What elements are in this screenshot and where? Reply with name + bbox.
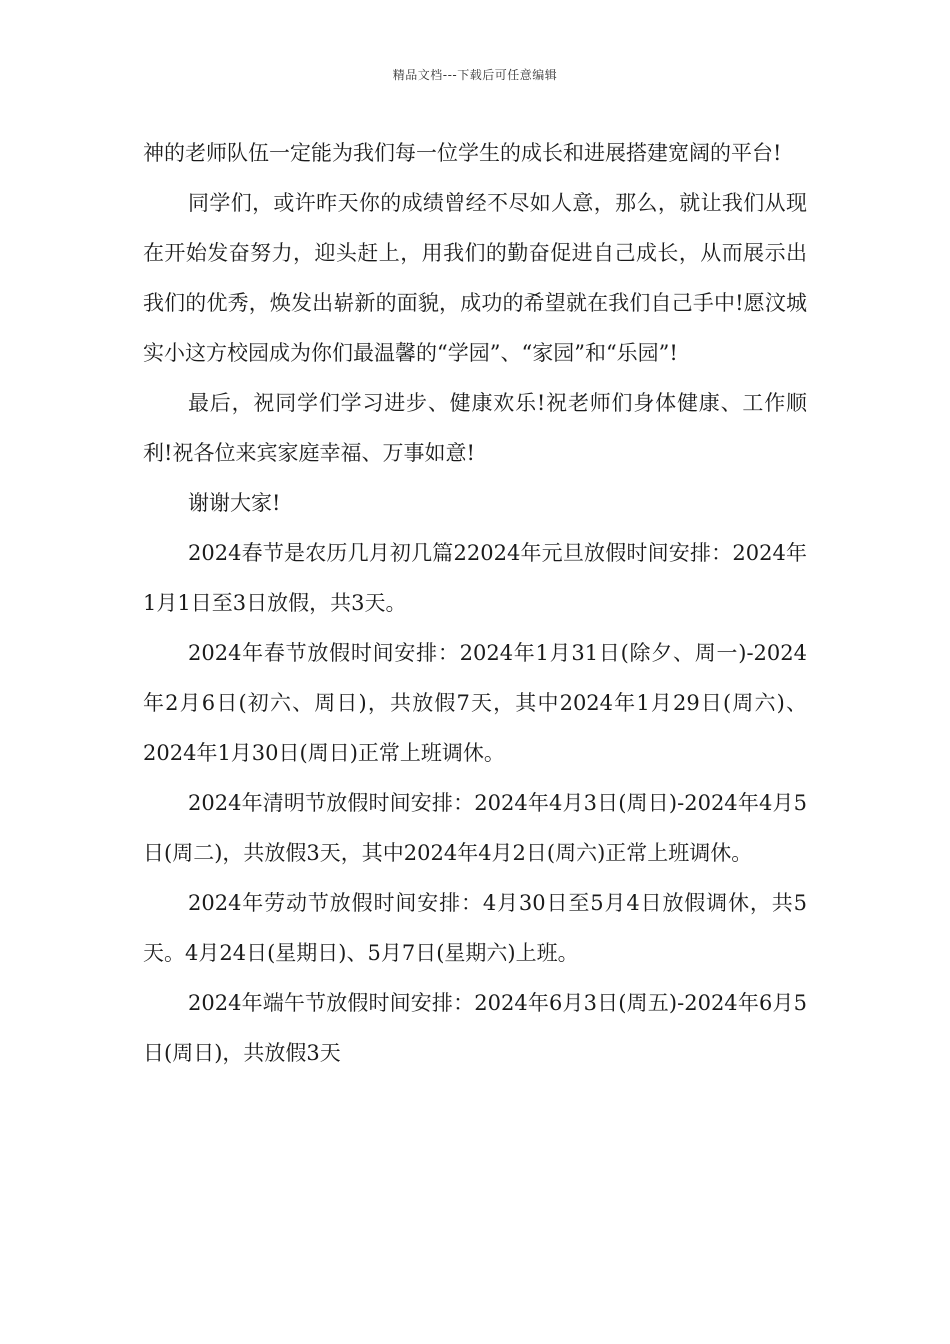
page-header: 精品文档---下载后可任意编辑 <box>392 68 558 82</box>
paragraph-wishes: 最后，祝同学们学习进步、健康欢乐!祝老师们身体健康、工作顺利!祝各位来宾家庭幸福、万事如意! <box>143 391 807 465</box>
paragraph-dragon-boat-holiday: 2024年端午节放假时间安排：2024年6月3日(周五)-2024年6月5日(周日)，共放假3天 <box>143 991 807 1065</box>
paragraph-qingming-holiday: 2024年清明节放假时间安排：2024年4月3日(周日)-2024年4月5日(周二)，共放假3天，其中2024年4月2日(周六)正常上班调休。 <box>143 791 807 865</box>
paragraph-continuation: 神的老师队伍一定能为我们每一位学生的成长和进展搭建宽阔的平台! <box>143 141 782 165</box>
document-body <box>143 128 807 1078</box>
paragraph-labor-day-holiday: 2024年劳动节放假时间安排：4月30日至5月4日放假调休，共5天。4月24日(星期日)、5月7日(星期六)上班。 <box>143 891 807 965</box>
paragraph-new-year-holiday: 2024春节是农历几月初几篇22024年元旦放假时间安排：2024年1月1日至3日放假，共3天。 <box>143 541 807 615</box>
paragraph-encouragement: 同学们，或许昨天你的成绩曾经不尽如人意，那么，就让我们从现在开始发奋努力，迎头赶上，用我们的勤奋促进自己成长，从而展示出我们的优秀，焕发出崭新的面貌，成功的希望就在我们自己手中!愿汶城实小这方校园成为你们最温馨的“学园”、“家园”和“乐园”! <box>143 191 807 365</box>
paragraph-thanks: 谢谢大家! <box>188 491 281 515</box>
paragraph-spring-festival-holiday: 2024年春节放假时间安排：2024年1月31日(除夕、周一)-2024年2月6日(初六、周日)，共放假7天，其中2024年1月29日(周六)、2024年1月30日(周日)正常上班调休。 <box>143 641 807 765</box>
